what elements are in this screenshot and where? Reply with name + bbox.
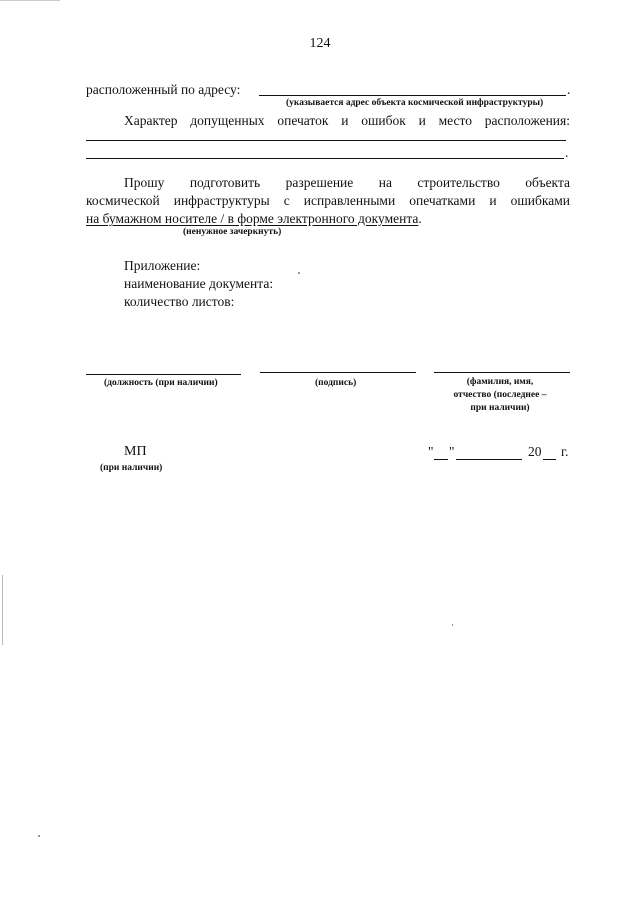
date-year-prefix: 20	[528, 444, 542, 459]
name-caption-3: при наличии)	[470, 403, 530, 413]
date-open-quote: "	[428, 444, 434, 459]
address-label: расположенный по адресу:	[86, 82, 241, 97]
stamp-label: МП	[124, 444, 147, 459]
scan-speck-2	[452, 624, 453, 626]
attachment-sheets: количество листов:	[124, 294, 235, 309]
signature-input-line[interactable]	[260, 372, 416, 373]
speck-mark	[298, 272, 300, 274]
date-close-quote: "	[449, 444, 455, 459]
signature-caption: (подпись)	[315, 378, 357, 388]
scan-top-edge	[0, 0, 60, 1]
name-caption-1: (фамилия, имя,	[466, 377, 534, 387]
date-month-input-line[interactable]	[456, 459, 522, 460]
name-caption-2: отчество (последнее –	[453, 390, 547, 400]
position-caption: (должность (при наличии)	[104, 378, 218, 388]
date-day-input-line[interactable]	[434, 459, 448, 460]
scan-edge-mark	[2, 575, 3, 645]
date-year-input-line[interactable]	[543, 459, 556, 460]
request-line-1: Прошу подготовить разрешение на строительство объекта	[124, 175, 570, 190]
request-hint: (ненужное зачеркнуть)	[183, 227, 282, 237]
errors-input-line-2[interactable]	[86, 158, 564, 159]
errors-end-dot: .	[565, 145, 569, 160]
address-end-dot: .	[567, 82, 571, 97]
stamp-hint: (при наличии)	[100, 463, 163, 473]
address-input-line[interactable]	[259, 95, 566, 96]
attachment-doc-name: наименование документа:	[124, 276, 274, 291]
request-line-2: космической инфраструктуры с исправленными опечатками и ошибками	[86, 193, 570, 208]
page-number: 124	[309, 36, 331, 51]
errors-input-line-1[interactable]	[86, 140, 566, 141]
request-line-3	[86, 211, 422, 227]
date-year-suffix: г.	[561, 444, 569, 459]
request-end-dot: .	[418, 211, 422, 226]
errors-label: Характер допущенных опечаток и ошибок и место расположения:	[124, 113, 570, 128]
name-input-line[interactable]	[434, 372, 570, 373]
request-format-choice: на бумажном носителе / в форме электронного документа	[86, 211, 419, 226]
address-hint: (указывается адрес объекта космической инфраструктуры)	[286, 98, 544, 108]
scan-speck-1	[38, 835, 40, 837]
position-input-line[interactable]	[86, 374, 241, 375]
attachment-title: Приложение:	[124, 258, 201, 273]
